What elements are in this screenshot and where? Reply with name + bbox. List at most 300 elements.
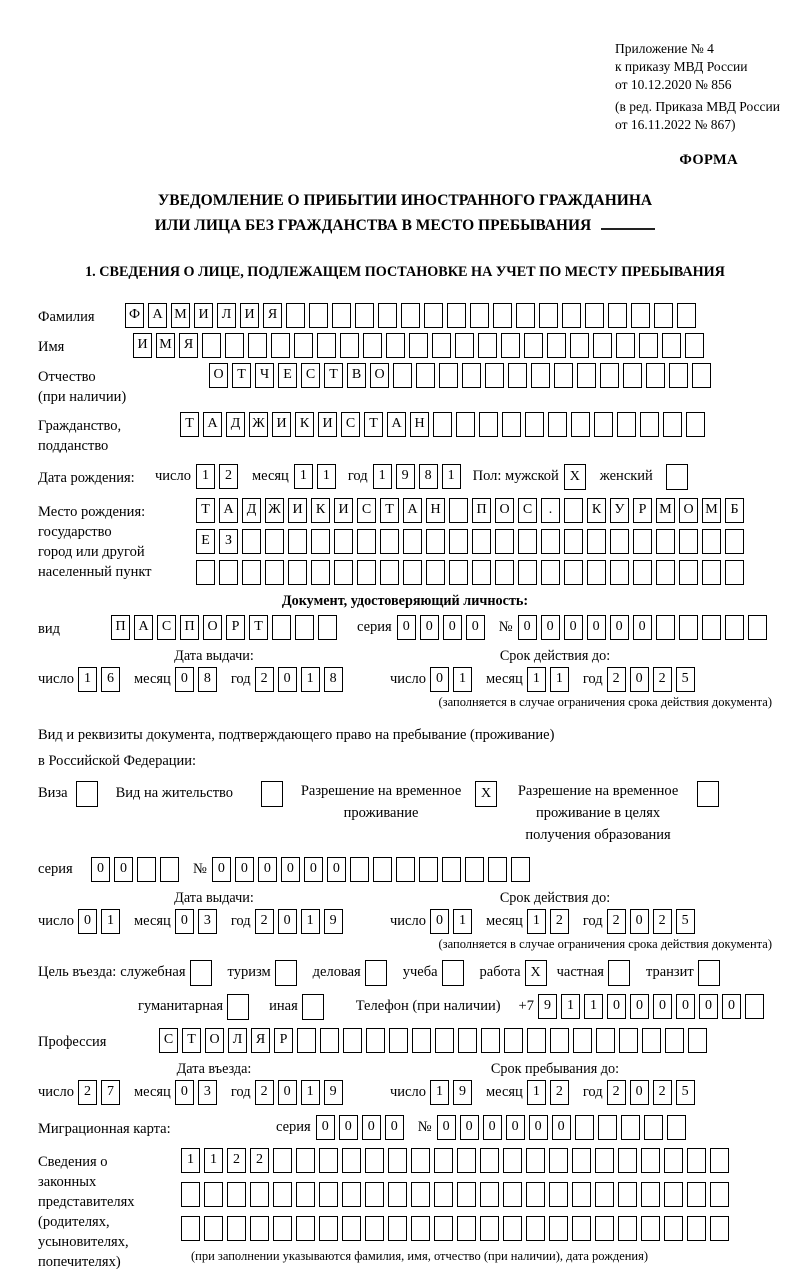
char-box[interactable] [702,560,721,585]
char-box[interactable] [288,560,307,585]
char-box[interactable] [539,303,558,328]
char-box[interactable] [541,529,560,554]
char-box[interactable] [340,333,359,358]
char-box[interactable] [160,857,179,882]
char-box[interactable] [748,615,767,640]
char-box[interactable]: 0 [630,667,649,692]
char-box[interactable]: Ф [125,303,144,328]
purpose-humanitarian-checkbox[interactable] [227,994,249,1020]
char-box[interactable] [265,529,284,554]
char-box[interactable] [663,412,682,437]
char-box[interactable]: П [472,498,491,523]
char-box[interactable]: 0 [587,615,606,640]
char-box[interactable]: 0 [327,857,346,882]
char-box[interactable]: 0 [212,857,231,882]
char-box[interactable] [342,1148,361,1173]
char-box[interactable] [633,560,652,585]
char-box[interactable]: 1 [550,667,569,692]
char-box[interactable] [442,857,461,882]
char-box[interactable] [654,303,673,328]
char-box[interactable] [309,303,328,328]
char-box[interactable]: 1 [181,1148,200,1173]
char-box[interactable]: М [171,303,190,328]
char-box[interactable] [250,1216,269,1241]
char-box[interactable]: С [357,498,376,523]
char-box[interactable] [434,1148,453,1173]
char-box[interactable] [564,560,583,585]
char-box[interactable] [664,1216,683,1241]
char-box[interactable] [355,303,374,328]
char-box[interactable]: М [156,333,175,358]
char-box[interactable] [572,1216,591,1241]
char-box[interactable]: А [203,412,222,437]
char-box[interactable]: А [148,303,167,328]
char-box[interactable]: Т [364,412,383,437]
char-box[interactable]: 0 [466,615,485,640]
char-box[interactable] [480,1148,499,1173]
char-box[interactable] [225,333,244,358]
char-box[interactable]: 0 [460,1115,479,1140]
char-box[interactable] [319,1148,338,1173]
char-box[interactable] [575,1115,594,1140]
char-box[interactable] [688,1028,707,1053]
char-box[interactable] [378,303,397,328]
char-box[interactable] [623,363,642,388]
char-box[interactable] [679,560,698,585]
char-box[interactable]: 1 [527,909,546,934]
char-box[interactable]: И [194,303,213,328]
char-box[interactable] [204,1216,223,1241]
char-box[interactable] [616,333,635,358]
char-box[interactable] [373,857,392,882]
char-box[interactable] [271,333,290,358]
char-box[interactable]: . [541,498,560,523]
char-box[interactable] [667,1115,686,1140]
sex-male-checkbox[interactable]: X [564,464,586,490]
char-box[interactable] [503,1182,522,1207]
char-box[interactable] [485,363,504,388]
char-box[interactable] [311,529,330,554]
char-box[interactable] [549,1216,568,1241]
char-box[interactable]: 0 [235,857,254,882]
char-box[interactable]: 0 [430,667,449,692]
char-box[interactable] [248,333,267,358]
purpose-work-checkbox[interactable]: X [525,960,547,986]
char-box[interactable] [411,1182,430,1207]
char-box[interactable] [617,412,636,437]
char-box[interactable] [297,1028,316,1053]
char-box[interactable] [447,303,466,328]
temporary-residence-education-checkbox[interactable] [697,781,719,807]
char-box[interactable]: 0 [175,667,194,692]
char-box[interactable] [525,412,544,437]
char-box[interactable]: 0 [653,994,672,1019]
char-box[interactable]: 1 [442,464,461,489]
char-box[interactable] [434,1216,453,1241]
char-box[interactable] [426,560,445,585]
char-box[interactable]: 0 [114,857,133,882]
char-box[interactable] [480,1182,499,1207]
char-box[interactable] [656,560,675,585]
char-box[interactable]: З [219,529,238,554]
char-box[interactable] [365,1148,384,1173]
char-box[interactable]: Б [725,498,744,523]
char-box[interactable] [548,412,567,437]
char-box[interactable]: 1 [430,1080,449,1105]
char-box[interactable] [403,560,422,585]
purpose-transit-checkbox[interactable] [698,960,720,986]
char-box[interactable]: 9 [324,1080,343,1105]
char-box[interactable]: 5 [676,667,695,692]
char-box[interactable] [457,1216,476,1241]
char-box[interactable] [458,1028,477,1053]
char-box[interactable] [644,1115,663,1140]
char-box[interactable]: 0 [552,1115,571,1140]
char-box[interactable] [265,560,284,585]
char-box[interactable] [273,1216,292,1241]
char-box[interactable] [511,857,530,882]
char-box[interactable]: М [656,498,675,523]
char-box[interactable]: 9 [396,464,415,489]
char-box[interactable] [516,303,535,328]
char-box[interactable]: Д [242,498,261,523]
char-box[interactable] [570,333,589,358]
char-box[interactable] [564,529,583,554]
char-box[interactable] [432,333,451,358]
char-box[interactable]: Т [249,615,268,640]
char-box[interactable]: 1 [78,667,97,692]
char-box[interactable] [472,529,491,554]
char-box[interactable] [692,363,711,388]
char-box[interactable] [363,333,382,358]
char-box[interactable] [562,303,581,328]
char-box[interactable]: Т [180,412,199,437]
char-box[interactable]: 1 [294,464,313,489]
char-box[interactable] [449,529,468,554]
char-box[interactable] [357,529,376,554]
char-box[interactable] [317,333,336,358]
char-box[interactable]: 0 [699,994,718,1019]
char-box[interactable]: 1 [584,994,603,1019]
char-box[interactable] [594,412,613,437]
char-box[interactable] [547,333,566,358]
char-box[interactable] [202,333,221,358]
char-box[interactable] [595,1182,614,1207]
char-box[interactable]: Т [232,363,251,388]
char-box[interactable]: 8 [324,667,343,692]
char-box[interactable] [481,1028,500,1053]
char-box[interactable] [380,529,399,554]
char-box[interactable]: 0 [633,615,652,640]
char-box[interactable] [677,303,696,328]
char-box[interactable]: 0 [91,857,110,882]
char-box[interactable] [598,1115,617,1140]
char-box[interactable]: 1 [196,464,215,489]
char-box[interactable] [342,1216,361,1241]
char-box[interactable]: Е [196,529,215,554]
purpose-business-trip-checkbox[interactable] [190,960,212,986]
char-box[interactable] [587,560,606,585]
char-box[interactable] [502,412,521,437]
char-box[interactable]: 2 [219,464,238,489]
char-box[interactable]: 0 [316,1115,335,1140]
char-box[interactable] [725,560,744,585]
char-box[interactable]: О [205,1028,224,1053]
temporary-residence-checkbox[interactable]: X [475,781,497,807]
char-box[interactable] [621,1115,640,1140]
char-box[interactable]: Р [226,615,245,640]
char-box[interactable] [449,560,468,585]
char-box[interactable] [393,363,412,388]
char-box[interactable]: 9 [324,909,343,934]
char-box[interactable]: 6 [101,667,120,692]
char-box[interactable] [633,529,652,554]
char-box[interactable]: 0 [610,615,629,640]
char-box[interactable]: К [295,412,314,437]
char-box[interactable] [527,1028,546,1053]
char-box[interactable]: Ж [265,498,284,523]
char-box[interactable] [456,412,475,437]
char-box[interactable] [479,412,498,437]
char-box[interactable] [343,1028,362,1053]
char-box[interactable]: О [370,363,389,388]
char-box[interactable] [273,1148,292,1173]
char-box[interactable] [526,1216,545,1241]
char-box[interactable] [571,412,590,437]
char-box[interactable]: В [347,363,366,388]
char-box[interactable]: 0 [541,615,560,640]
char-box[interactable] [366,1028,385,1053]
char-box[interactable] [679,529,698,554]
char-box[interactable]: 2 [653,909,672,934]
char-box[interactable] [686,412,705,437]
char-box[interactable] [640,412,659,437]
char-box[interactable] [618,1216,637,1241]
char-box[interactable]: 0 [676,994,695,1019]
char-box[interactable] [642,1028,661,1053]
char-box[interactable]: С [157,615,176,640]
char-box[interactable] [296,1182,315,1207]
char-box[interactable] [411,1148,430,1173]
char-box[interactable]: 0 [722,994,741,1019]
char-box[interactable]: Л [217,303,236,328]
char-box[interactable] [508,363,527,388]
char-box[interactable] [608,303,627,328]
char-box[interactable] [457,1182,476,1207]
char-box[interactable] [618,1148,637,1173]
char-box[interactable]: 0 [278,1080,297,1105]
char-box[interactable]: Е [278,363,297,388]
char-box[interactable] [662,333,681,358]
char-box[interactable] [196,560,215,585]
char-box[interactable]: 1 [301,1080,320,1105]
char-box[interactable] [572,1182,591,1207]
char-box[interactable]: 0 [339,1115,358,1140]
char-box[interactable] [288,529,307,554]
char-box[interactable] [433,412,452,437]
char-box[interactable]: 1 [373,464,392,489]
char-box[interactable] [641,1148,660,1173]
char-box[interactable]: 1 [527,667,546,692]
char-box[interactable]: 8 [198,667,217,692]
char-box[interactable] [669,363,688,388]
char-box[interactable]: К [587,498,606,523]
char-box[interactable] [388,1182,407,1207]
char-box[interactable]: 0 [278,667,297,692]
char-box[interactable] [587,529,606,554]
char-box[interactable]: 2 [607,909,626,934]
char-box[interactable] [250,1182,269,1207]
char-box[interactable] [595,1216,614,1241]
char-box[interactable]: 2 [255,909,274,934]
char-box[interactable] [619,1028,638,1053]
char-box[interactable]: 0 [175,909,194,934]
char-box[interactable] [600,363,619,388]
char-box[interactable]: И [272,412,291,437]
char-box[interactable] [426,529,445,554]
char-box[interactable]: 3 [198,909,217,934]
char-box[interactable]: 2 [550,1080,569,1105]
char-box[interactable] [388,1148,407,1173]
char-box[interactable]: 2 [250,1148,269,1173]
char-box[interactable] [541,560,560,585]
char-box[interactable] [412,1028,431,1053]
char-box[interactable]: 1 [101,909,120,934]
char-box[interactable] [386,333,405,358]
char-box[interactable] [365,1182,384,1207]
char-box[interactable] [319,1216,338,1241]
char-box[interactable] [646,363,665,388]
char-box[interactable]: К [311,498,330,523]
char-box[interactable]: 1 [301,909,320,934]
char-box[interactable] [296,1148,315,1173]
char-box[interactable]: Д [226,412,245,437]
char-box[interactable] [702,529,721,554]
purpose-business-checkbox[interactable] [365,960,387,986]
char-box[interactable]: Т [324,363,343,388]
char-box[interactable] [664,1148,683,1173]
char-box[interactable] [350,857,369,882]
char-box[interactable]: Я [179,333,198,358]
char-box[interactable] [577,363,596,388]
char-box[interactable] [549,1182,568,1207]
char-box[interactable]: С [301,363,320,388]
residence-permit-checkbox[interactable] [261,781,283,807]
char-box[interactable] [334,560,353,585]
char-box[interactable] [457,1148,476,1173]
char-box[interactable] [687,1216,706,1241]
char-box[interactable] [685,333,704,358]
char-box[interactable] [272,615,291,640]
char-box[interactable] [488,857,507,882]
char-box[interactable] [687,1148,706,1173]
char-box[interactable]: 0 [385,1115,404,1140]
char-box[interactable] [409,333,428,358]
char-box[interactable]: 0 [362,1115,381,1140]
char-box[interactable] [411,1216,430,1241]
char-box[interactable] [242,560,261,585]
char-box[interactable]: 1 [561,994,580,1019]
char-box[interactable]: Л [228,1028,247,1053]
char-box[interactable] [181,1182,200,1207]
char-box[interactable] [503,1148,522,1173]
char-box[interactable] [554,363,573,388]
char-box[interactable] [679,615,698,640]
char-box[interactable]: 0 [420,615,439,640]
char-box[interactable]: О [209,363,228,388]
char-box[interactable] [687,1182,706,1207]
char-box[interactable]: У [610,498,629,523]
char-box[interactable] [610,529,629,554]
char-box[interactable]: 5 [676,909,695,934]
char-box[interactable] [365,1216,384,1241]
char-box[interactable]: 0 [607,994,626,1019]
char-box[interactable]: О [679,498,698,523]
char-box[interactable]: П [111,615,130,640]
purpose-private-checkbox[interactable] [608,960,630,986]
char-box[interactable] [294,333,313,358]
char-box[interactable]: 5 [676,1080,695,1105]
char-box[interactable] [596,1028,615,1053]
char-box[interactable] [745,994,764,1019]
char-box[interactable]: 1 [301,667,320,692]
char-box[interactable] [656,529,675,554]
char-box[interactable] [311,560,330,585]
char-box[interactable]: О [203,615,222,640]
char-box[interactable]: 0 [483,1115,502,1140]
char-box[interactable] [332,303,351,328]
char-box[interactable]: 0 [529,1115,548,1140]
char-box[interactable]: С [341,412,360,437]
char-box[interactable] [462,363,481,388]
char-box[interactable]: 0 [430,909,449,934]
char-box[interactable]: 0 [437,1115,456,1140]
char-box[interactable] [501,333,520,358]
char-box[interactable]: 0 [258,857,277,882]
char-box[interactable] [227,1182,246,1207]
char-box[interactable] [710,1148,729,1173]
char-box[interactable]: 1 [527,1080,546,1105]
char-box[interactable] [357,560,376,585]
char-box[interactable] [465,857,484,882]
char-box[interactable]: 0 [630,1080,649,1105]
char-box[interactable]: 0 [281,857,300,882]
char-box[interactable] [504,1028,523,1053]
char-box[interactable]: 8 [419,464,438,489]
char-box[interactable] [639,333,658,358]
char-box[interactable] [593,333,612,358]
char-box[interactable] [403,529,422,554]
char-box[interactable]: А [403,498,422,523]
char-box[interactable] [204,1182,223,1207]
char-box[interactable] [572,1148,591,1173]
char-box[interactable] [416,363,435,388]
char-box[interactable] [334,529,353,554]
char-box[interactable]: Н [410,412,429,437]
char-box[interactable]: 2 [78,1080,97,1105]
purpose-study-checkbox[interactable] [442,960,464,986]
char-box[interactable] [401,303,420,328]
char-box[interactable]: 0 [304,857,323,882]
char-box[interactable]: С [518,498,537,523]
purpose-tourism-checkbox[interactable] [275,960,297,986]
char-box[interactable] [518,560,537,585]
char-box[interactable] [181,1216,200,1241]
char-box[interactable]: 0 [397,615,416,640]
char-box[interactable]: О [495,498,514,523]
char-box[interactable] [419,857,438,882]
sex-female-checkbox[interactable] [666,464,688,490]
